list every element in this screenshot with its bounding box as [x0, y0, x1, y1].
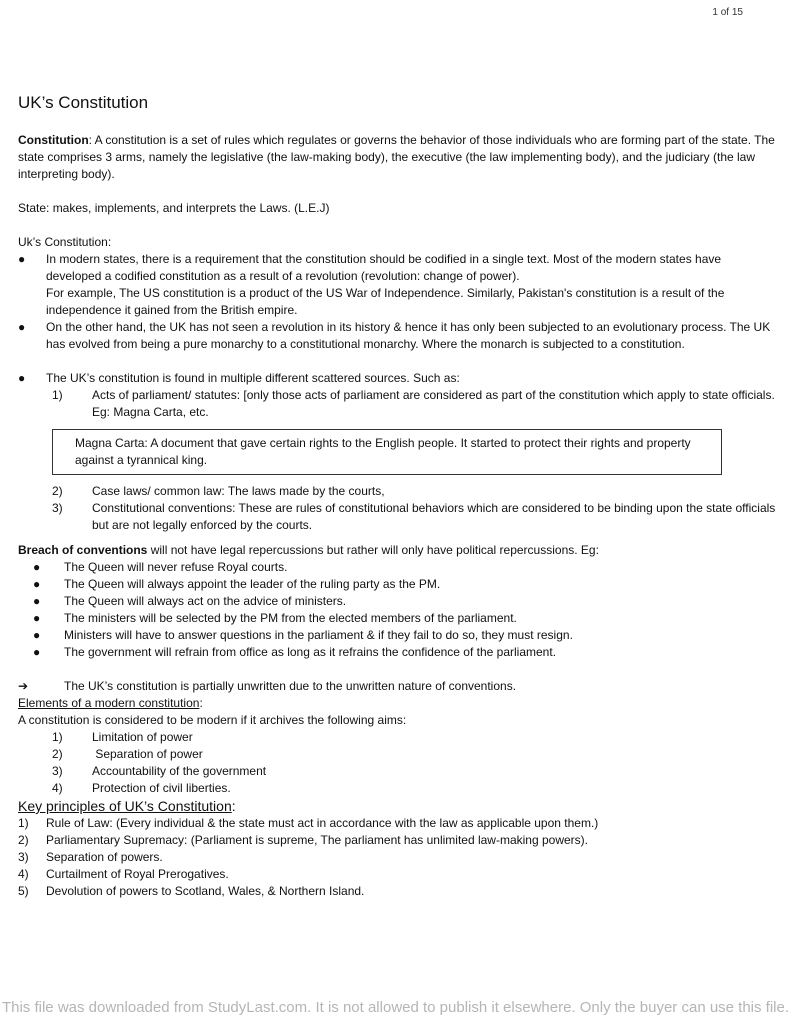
bullet-icon: ● [18, 320, 26, 334]
principle-text: Rule of Law: (Every individual & the state must act in accordance with the law as applicable upon them.) [46, 816, 599, 830]
bullet-text: On the other hand, the UK has not seen a revolution in its history & hence it has only been subjected to an evolutionary process. The UK has evolved from being a pure monarchy to a constitutional monarchy. Where the monarch is subjected to a constitution. [46, 320, 771, 351]
bullet-icon: ● [33, 577, 41, 591]
download-watermark: This file was downloaded from StudyLast.com. It is not allowed to publish it elsewhere. Only the buyer can use this file. [1, 999, 790, 1016]
arrow-note [18, 678, 776, 695]
element-item [52, 729, 776, 746]
bullet-sources [18, 370, 776, 387]
key-principles-heading [18, 797, 776, 815]
element-item [52, 746, 776, 763]
principle-text: Curtailment of Royal Prerogatives. [46, 867, 229, 881]
source-item [52, 500, 776, 534]
breach-item [33, 644, 776, 661]
principle-item [18, 849, 776, 866]
bullet-icon: ● [33, 560, 41, 574]
principle-number: 1) [18, 816, 29, 830]
key-principles-heading-text: Key principles of UK’s Constitution [18, 798, 232, 814]
principle-text: Parliamentary Supremacy: (Parliament is supreme, The parliament has unlimited law-making powers). [46, 833, 588, 847]
document-body [18, 132, 776, 900]
element-number: 1) [52, 730, 63, 744]
bullet-text: In modern states, there is a requirement that the constitution should be codified in a single text. Most of the modern states have developed a codified constitution as a result of a revolution (revolution: change of power). [46, 252, 722, 283]
breach-item [33, 593, 776, 610]
key-principles-heading-colon: : [231, 798, 236, 814]
constitution-definition [18, 132, 776, 183]
breach-text: will not have legal repercussions but rather will only have political repercussions. Eg: [147, 543, 599, 557]
element-text: Accountability of the government [92, 764, 267, 778]
magna-carta-box [52, 429, 722, 475]
sources-list-continued [18, 483, 776, 534]
breach-item-text: Ministers will have to answer questions in the parliament & if they fail to do so, they must resign. [64, 628, 573, 642]
principle-text: Separation of powers. [46, 850, 163, 864]
bullet-icon: ● [33, 645, 41, 659]
source-text: Case laws/ common law: The laws made by the courts, [92, 484, 385, 498]
element-text: Limitation of power [92, 730, 193, 744]
elements-list [18, 729, 776, 797]
bullet-icon: ● [33, 594, 41, 608]
page-title: UK’s Constitution [18, 93, 149, 112]
source-number: 2) [52, 484, 63, 498]
elements-heading [18, 695, 776, 712]
arrow-icon: ➔ [18, 679, 29, 693]
principle-item [18, 883, 776, 900]
breach-item-text: The Queen will never refuse Royal courts. [64, 560, 288, 574]
source-text: Acts of parliament/ statutes: [only those acts of parliament are considered as part of the constitution which apply to state officials. Eg: Magna Carta, etc. [92, 388, 775, 419]
source-item [52, 483, 776, 500]
principle-item [18, 866, 776, 883]
breach-item-text: The Queen will always appoint the leader of the ruling party as the PM. [64, 577, 441, 591]
elements-heading-colon: : [199, 696, 203, 710]
bullet-text-example: For example, The US constitution is a product of the US War of Independence. Similarly, Pakistan's constitution is a result of the independence it gained from the British empire. [46, 286, 725, 317]
source-item [52, 387, 776, 421]
uk-constitution-heading: Uk’s Constitution: [18, 235, 112, 249]
source-number: 1) [52, 388, 63, 402]
key-principles-list [18, 815, 776, 900]
breach-intro [18, 542, 776, 559]
breach-item-text: The Queen will always act on the advice of ministers. [64, 594, 347, 608]
constitution-definition-text: : A constitution is a set of rules which regulates or governs the behavior of those individuals who are forming part of the state. The state comprises 3 arms, namely the legislative (the law-making body), the executive (the law implementing body), and the judiciary (the law interpreting body). [18, 133, 775, 181]
breach-item-text: The ministers will be selected by the PM from the elected members of the parliament. [64, 611, 517, 625]
element-text: Protection of civil liberties. [92, 781, 231, 795]
source-number: 3) [52, 501, 63, 515]
magna-carta-text: Magna Carta: A document that gave certain rights to the English people. It started to protect their rights and property against a tyrannical king. [75, 436, 691, 467]
breach-term: Breach of conventions [18, 543, 148, 557]
principle-number: 2) [18, 833, 29, 847]
element-text: Separation of power [92, 747, 203, 761]
bullet-icon: ● [33, 611, 41, 625]
bullet-icon: ● [18, 371, 26, 385]
principle-number: 5) [18, 884, 29, 898]
breach-item [33, 576, 776, 593]
principle-text: Devolution of powers to Scotland, Wales, & Northern Island. [46, 884, 365, 898]
bullet-icon: ● [18, 252, 26, 266]
bullet-icon: ● [33, 628, 41, 642]
element-item [52, 780, 776, 797]
elements-heading-text: Elements of a modern constitution [18, 696, 200, 710]
element-number: 4) [52, 781, 63, 795]
elements-intro: A constitution is considered to be modern if it archives the following aims: [18, 713, 407, 727]
constitution-term: Constitution [18, 133, 89, 147]
bullet-text: The UK’s constitution is found in multiple different scattered sources. Such as: [46, 371, 460, 385]
principle-item [18, 815, 776, 832]
arrow-note-text: The UK’s constitution is partially unwritten due to the unwritten nature of conventions. [64, 679, 517, 693]
element-number: 2) [52, 747, 63, 761]
bullet-uk-evolution [18, 319, 776, 353]
element-number: 3) [52, 764, 63, 778]
breach-item [33, 627, 776, 644]
principle-number: 3) [18, 850, 29, 864]
breach-item [33, 610, 776, 627]
breach-item-text: The government will refrain from office as long as it refrains the confidence of the parliament. [64, 645, 557, 659]
sources-list [18, 387, 776, 421]
state-line: State: makes, implements, and interprets the Laws. (L.E.J) [18, 201, 330, 215]
bullet-codified [18, 251, 776, 319]
principle-number: 4) [18, 867, 29, 881]
element-item [52, 763, 776, 780]
page-number: 1 of 15 [712, 7, 743, 18]
principle-item [18, 832, 776, 849]
breach-list [18, 559, 776, 661]
source-text: Constitutional conventions: These are rules of constitutional behaviors which are considered to be binding upon the state officials but are not legally enforced by the courts. [92, 501, 776, 532]
breach-item [33, 559, 776, 576]
